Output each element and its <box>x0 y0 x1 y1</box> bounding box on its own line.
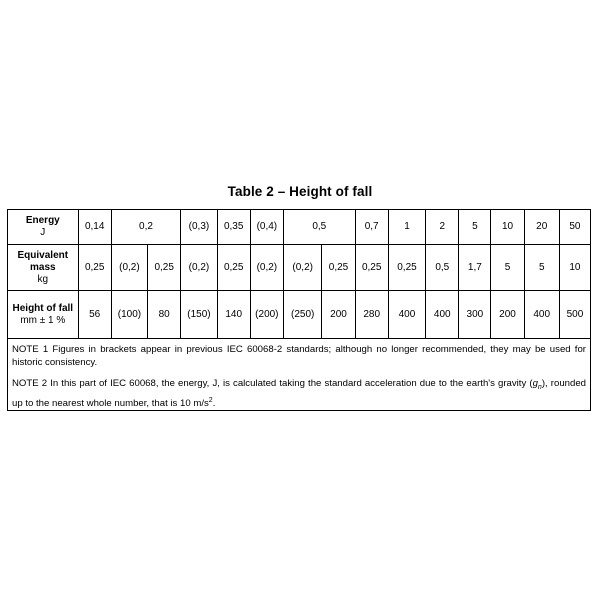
mass-cell: 0,25 <box>355 245 388 291</box>
mass-cell: 5 <box>524 245 559 291</box>
note-2-text-start: NOTE 2 In this part of IEC 60068, the energy, J, is calculated taking the standard acceleration due to the earth's gravity ( <box>12 378 533 389</box>
height-cell: 140 <box>217 291 250 339</box>
energy-cell: (0,4) <box>250 210 283 245</box>
height-cell: 500 <box>559 291 590 339</box>
energy-header <box>8 210 79 245</box>
height-cell: 200 <box>491 291 524 339</box>
mass-cell: (0,2) <box>111 245 147 291</box>
mass-cell: (0,2) <box>181 245 217 291</box>
energy-cell: 10 <box>491 210 524 245</box>
energy-cell: 0,2 <box>111 210 181 245</box>
energy-header-label: Energy <box>25 215 60 226</box>
note-2-text-end: . <box>212 398 216 410</box>
energy-row <box>8 210 591 245</box>
mass-cell: 0,25 <box>322 245 355 291</box>
mass-cell: (0,2) <box>250 245 283 291</box>
note-1: NOTE 1 Figures in brackets appear in previous IEC 60068-2 standards; although no longer recommended, they may be used for historic consistency. <box>12 344 586 368</box>
mass-cell: 0,5 <box>426 245 459 291</box>
height-cell: (250) <box>283 291 322 339</box>
mass-cell: (0,2) <box>283 245 322 291</box>
table-notes <box>7 337 591 411</box>
energy-cell: 0,7 <box>355 210 388 245</box>
note-2 <box>12 377 586 410</box>
height-cell: 200 <box>322 291 355 339</box>
height-cell: 80 <box>148 291 181 339</box>
height-cell: 56 <box>78 291 111 339</box>
energy-cell: (0,3) <box>181 210 217 245</box>
height-row <box>8 291 591 339</box>
mass-row <box>8 245 591 291</box>
mass-cell: 1,7 <box>459 245 491 291</box>
height-cell: 300 <box>459 291 491 339</box>
energy-cell: 2 <box>426 210 459 245</box>
mass-header-unit: kg <box>37 273 49 285</box>
energy-cell: 0,35 <box>217 210 250 245</box>
height-cell: 280 <box>355 291 388 339</box>
height-cell: (100) <box>111 291 147 339</box>
mass-cell: 5 <box>491 245 524 291</box>
height-cell: (200) <box>250 291 283 339</box>
height-cell: 400 <box>426 291 459 339</box>
energy-cell: 0,5 <box>283 210 355 245</box>
energy-cell: 20 <box>524 210 559 245</box>
mass-cell: 10 <box>559 245 590 291</box>
height-of-fall-table <box>7 209 591 339</box>
energy-header-unit: J <box>40 227 46 238</box>
gravity-subscript: n <box>537 383 542 391</box>
note-2-text-middle: ), rounded up to the nearest whole number, that is 10 m/s <box>12 378 587 410</box>
energy-cell: 5 <box>459 210 491 245</box>
height-cell: 400 <box>524 291 559 339</box>
unit-superscript: 2 <box>208 396 213 404</box>
gravity-symbol: g <box>532 378 538 389</box>
table-title: Table 2 – Height of fall <box>227 184 373 199</box>
height-cell: 400 <box>388 291 425 339</box>
mass-header <box>8 245 79 291</box>
energy-cell: 0,14 <box>78 210 111 245</box>
height-header-unit: mm ± 1 % <box>20 314 66 326</box>
energy-cell: 50 <box>559 210 590 245</box>
energy-cell: 1 <box>388 210 425 245</box>
mass-cell: 0,25 <box>78 245 111 291</box>
mass-cell: 0,25 <box>388 245 425 291</box>
mass-cell: 0,25 <box>217 245 250 291</box>
mass-cell: 0,25 <box>148 245 181 291</box>
height-header-label: Height of fall <box>12 302 74 314</box>
height-cell: (150) <box>181 291 217 339</box>
mass-header-label: Equivalent mass <box>17 249 69 273</box>
height-header <box>8 291 79 339</box>
